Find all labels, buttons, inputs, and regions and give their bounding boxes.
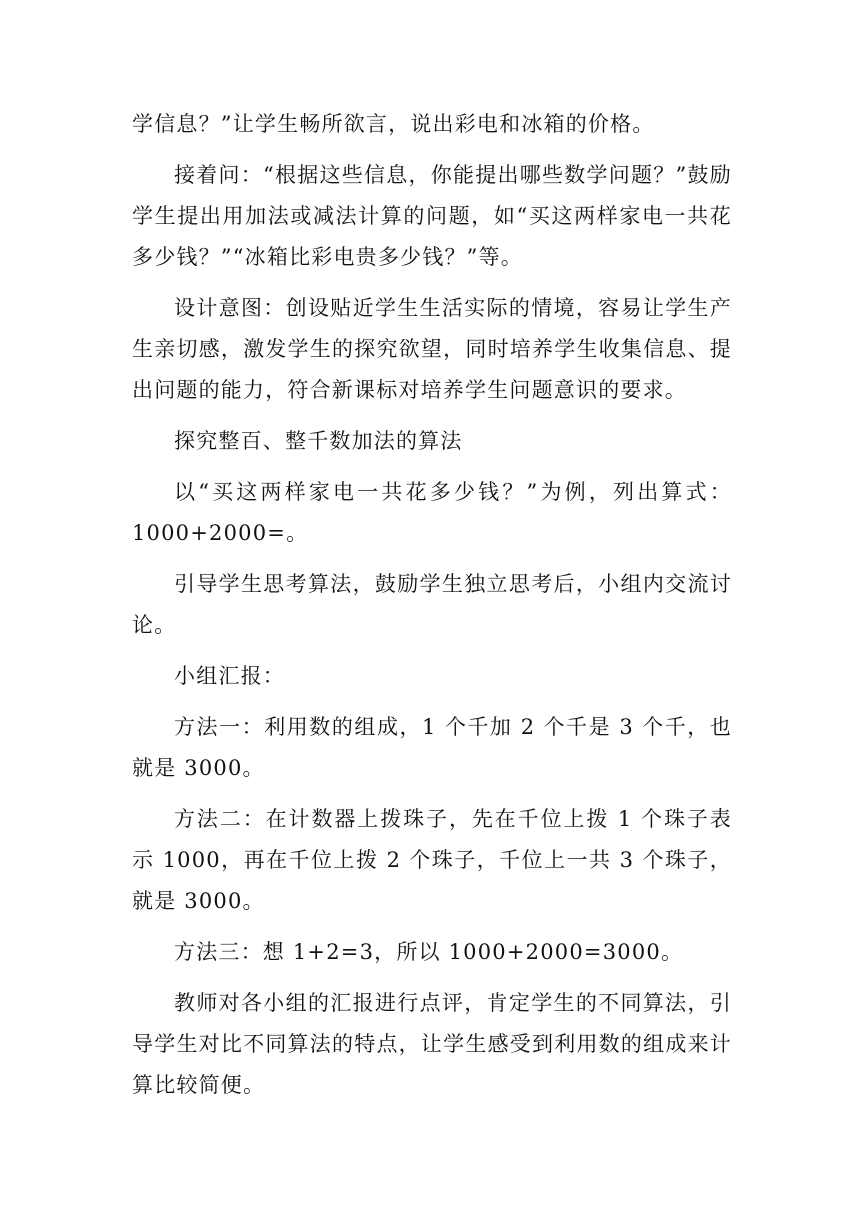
paragraph-group-report: 小组汇报： <box>174 664 285 688</box>
paragraph-guide-thinking: 引导学生思考算法，鼓励学生独立思考后，小组内交流讨论。 <box>132 572 732 637</box>
document-body <box>132 104 732 1106</box>
paragraph-example-formula: 以“买这两样家电一共花多少钱？”为例，列出算式：1000+2000=。 <box>132 480 732 545</box>
paragraph-method-one: 方法一：利用数的组成，1 个千加 2 个千是 3 个千，也就是 3000。 <box>132 715 732 780</box>
paragraph-method-two: 方法二：在计数器上拨珠子，先在千位上拨 1 个珠子表示 1000，再在千位上拨 2 个珠子，千位上一共 3 个珠子，就是 3000。 <box>132 807 732 913</box>
paragraph-method-three: 方法三：想 1+2=3，所以 1000+2000=3000。 <box>174 940 684 964</box>
paragraph-teacher-review: 教师对各小组的汇报进行点评，肯定学生的不同算法，引导学生对比不同算法的特点，让学生感受到利用数的组成来计算比较简便。 <box>132 991 732 1097</box>
section-heading-explore: 探究整百、整千数加法的算法 <box>174 429 463 453</box>
paragraph-question-prompt: 接着问：“根据这些信息，你能提出哪些数学问题？”鼓励学生提出用加法或减法计算的问题，如“买这两样家电一共花多少钱？”“冰箱比彩电贵多少钱？”等。 <box>132 163 732 269</box>
paragraph-continuation: 学信息？”让学生畅所欲言，说出彩电和冰箱的价格。 <box>132 112 655 136</box>
paragraph-design-intent: 设计意图：创设贴近学生生活实际的情境，容易让学生产生亲切感，激发学生的探究欲望，同时培养学生收集信息、提出问题的能力，符合新课标对培养学生问题意识的要求。 <box>132 296 732 402</box>
